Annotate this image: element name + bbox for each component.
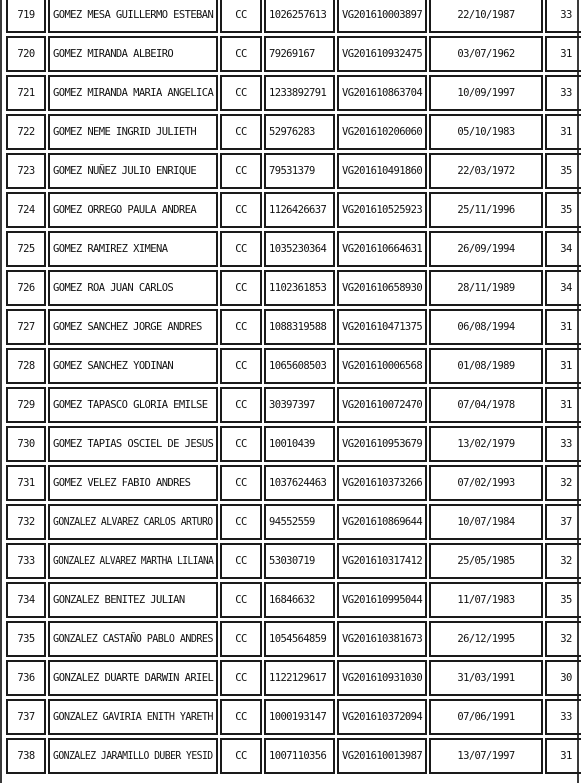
row-number-cell: 729 — [6, 387, 46, 423]
table-row — [6, 348, 581, 384]
age-cell: 35 — [545, 582, 581, 618]
document-type-cell: CC — [220, 114, 262, 150]
document-type-cell: CC — [220, 348, 262, 384]
document-type-cell: CC — [220, 621, 262, 657]
registration-code-cell: VG201610013987 — [337, 738, 427, 774]
age-cell: 33 — [545, 699, 581, 735]
full-name-cell: GOMEZ MIRANDA ALBEIRO — [48, 36, 218, 72]
full-name-cell: GOMEZ VELEZ FABIO ANDRES — [48, 465, 218, 501]
full-name-cell: GONZALEZ BENITEZ JULIAN — [48, 582, 218, 618]
birth-date-cell: 25/11/1996 — [429, 192, 543, 228]
birth-date-cell: 10/09/1997 — [429, 75, 543, 111]
document-id-cell: 52976283 — [264, 114, 335, 150]
birth-date-cell: 22/03/1972 — [429, 153, 543, 189]
row-number-cell: 734 — [6, 582, 46, 618]
age-cell: 32 — [545, 465, 581, 501]
registration-code-cell: VG201610003897 — [337, 0, 427, 33]
document-id-cell: 1065608503 — [264, 348, 335, 384]
row-number-cell: 722 — [6, 114, 46, 150]
document-id-cell: 1000193147 — [264, 699, 335, 735]
row-number-cell: 730 — [6, 426, 46, 462]
age-cell: 34 — [545, 270, 581, 306]
birth-date-cell: 01/08/1989 — [429, 348, 543, 384]
row-number-cell: 725 — [6, 231, 46, 267]
document-id-cell: 1037624463 — [264, 465, 335, 501]
table-row — [6, 0, 581, 33]
table-row — [6, 387, 581, 423]
age-cell: 33 — [545, 0, 581, 33]
row-number-cell: 732 — [6, 504, 46, 540]
document-type-cell: CC — [220, 309, 262, 345]
row-number-cell: 736 — [6, 660, 46, 696]
document-id-cell: 53030719 — [264, 543, 335, 579]
table-row — [6, 543, 581, 579]
document-id-cell: 79531379 — [264, 153, 335, 189]
table-row — [6, 465, 581, 501]
document-id-cell: 10010439 — [264, 426, 335, 462]
document-id-cell: 16846632 — [264, 582, 335, 618]
registration-code-cell: VG201610072470 — [337, 387, 427, 423]
document-id-cell: 1233892791 — [264, 75, 335, 111]
birth-date-cell: 07/02/1993 — [429, 465, 543, 501]
row-number-cell: 723 — [6, 153, 46, 189]
document-id-cell: 1054564859 — [264, 621, 335, 657]
age-cell: 30 — [545, 660, 581, 696]
registration-code-cell: VG201610471375 — [337, 309, 427, 345]
row-number-cell: 731 — [6, 465, 46, 501]
table-row — [6, 114, 581, 150]
row-number-cell: 738 — [6, 738, 46, 774]
document-id-cell: 1026257613 — [264, 0, 335, 33]
row-number-cell: 719 — [6, 0, 46, 33]
birth-date-cell: 07/04/1978 — [429, 387, 543, 423]
full-name-cell: GONZALEZ GAVIRIA ENITH YARETH — [48, 699, 218, 735]
full-name-cell: GONZALEZ ALVAREZ MARTHA LILIANA — [48, 543, 218, 579]
registration-code-cell: VG201610953679 — [337, 426, 427, 462]
age-cell: 37 — [545, 504, 581, 540]
registration-code-cell: VG201610381673 — [337, 621, 427, 657]
registration-code-cell: VG201610373266 — [337, 465, 427, 501]
age-cell: 31 — [545, 309, 581, 345]
row-number-cell: 737 — [6, 699, 46, 735]
document-id-cell: 1088319588 — [264, 309, 335, 345]
document-type-cell: CC — [220, 738, 262, 774]
full-name-cell: GOMEZ NUÑEZ JULIO ENRIQUE — [48, 153, 218, 189]
full-name-cell: GONZALEZ DUARTE DARWIN ARIEL — [48, 660, 218, 696]
document-type-cell: CC — [220, 543, 262, 579]
full-name-cell: GOMEZ TAPIAS OSCIEL DE JESUS — [48, 426, 218, 462]
document-type-cell: CC — [220, 0, 262, 33]
birth-date-cell: 26/12/1995 — [429, 621, 543, 657]
registration-code-cell: VG201610372094 — [337, 699, 427, 735]
document-type-cell: CC — [220, 75, 262, 111]
document-id-cell: 1035230364 — [264, 231, 335, 267]
registration-code-cell: VG201610869644 — [337, 504, 427, 540]
table-row — [6, 231, 581, 267]
age-cell: 31 — [545, 114, 581, 150]
birth-date-cell: 26/09/1994 — [429, 231, 543, 267]
row-number-cell: 727 — [6, 309, 46, 345]
row-number-cell: 726 — [6, 270, 46, 306]
row-number-cell: 720 — [6, 36, 46, 72]
birth-date-cell: 07/06/1991 — [429, 699, 543, 735]
table-row — [6, 153, 581, 189]
table-row — [6, 192, 581, 228]
registration-code-cell: VG201610658930 — [337, 270, 427, 306]
document-type-cell: CC — [220, 153, 262, 189]
table-row — [6, 621, 581, 657]
scan-edge-left — [0, 0, 2, 783]
registration-code-cell: VG201610995044 — [337, 582, 427, 618]
age-cell: 31 — [545, 348, 581, 384]
age-cell: 31 — [545, 36, 581, 72]
document-type-cell: CC — [220, 660, 262, 696]
birth-date-cell: 03/07/1962 — [429, 36, 543, 72]
row-number-cell: 724 — [6, 192, 46, 228]
full-name-cell: GOMEZ TAPASCO GLORIA EMILSE — [48, 387, 218, 423]
birth-date-cell: 11/07/1983 — [429, 582, 543, 618]
document-type-cell: CC — [220, 426, 262, 462]
registration-code-cell: VG201610491860 — [337, 153, 427, 189]
full-name-cell: GONZALEZ CASTAÑO PABLO ANDRES — [48, 621, 218, 657]
age-cell: 35 — [545, 192, 581, 228]
registration-code-cell: VG201610931030 — [337, 660, 427, 696]
full-name-cell: GOMEZ NEME INGRID JULIETH — [48, 114, 218, 150]
age-cell: 34 — [545, 231, 581, 267]
document-type-cell: CC — [220, 465, 262, 501]
birth-date-cell: 06/08/1994 — [429, 309, 543, 345]
document-type-cell: CC — [220, 387, 262, 423]
birth-date-cell: 13/07/1997 — [429, 738, 543, 774]
full-name-cell: GOMEZ RAMIREZ XIMENA — [48, 231, 218, 267]
document-id-cell: 1126426637 — [264, 192, 335, 228]
document-id-cell: 1102361853 — [264, 270, 335, 306]
document-type-cell: CC — [220, 504, 262, 540]
age-cell: 31 — [545, 738, 581, 774]
document-id-cell: 1007110356 — [264, 738, 335, 774]
table-body — [6, 0, 581, 774]
full-name-cell: GOMEZ ROA JUAN CARLOS — [48, 270, 218, 306]
full-name-cell: GOMEZ MIRANDA MARIA ANGELICA — [48, 75, 218, 111]
candidates-table — [4, 0, 581, 777]
row-number-cell: 733 — [6, 543, 46, 579]
document-id-cell: 1122129617 — [264, 660, 335, 696]
age-cell: 33 — [545, 75, 581, 111]
age-cell: 35 — [545, 153, 581, 189]
document-type-cell: CC — [220, 270, 262, 306]
full-name-cell: GOMEZ ORREGO PAULA ANDREA — [48, 192, 218, 228]
row-number-cell: 721 — [6, 75, 46, 111]
full-name-cell: GOMEZ MESA GUILLERMO ESTEBAN — [48, 0, 218, 33]
birth-date-cell: 05/10/1983 — [429, 114, 543, 150]
document-type-cell: CC — [220, 699, 262, 735]
birth-date-cell: 13/02/1979 — [429, 426, 543, 462]
registration-code-cell: VG201610863704 — [337, 75, 427, 111]
document-id-cell: 94552559 — [264, 504, 335, 540]
table-row — [6, 309, 581, 345]
table-row — [6, 582, 581, 618]
row-number-cell: 735 — [6, 621, 46, 657]
age-cell: 32 — [545, 621, 581, 657]
table-row — [6, 738, 581, 774]
table-row — [6, 75, 581, 111]
full-name-cell: GOMEZ SANCHEZ YODINAN — [48, 348, 218, 384]
birth-date-cell: 31/03/1991 — [429, 660, 543, 696]
table-row — [6, 504, 581, 540]
document-type-cell: CC — [220, 192, 262, 228]
document-type-cell: CC — [220, 36, 262, 72]
birth-date-cell: 28/11/1989 — [429, 270, 543, 306]
age-cell: 31 — [545, 387, 581, 423]
registration-code-cell: VG201610664631 — [337, 231, 427, 267]
registration-code-cell: VG201610932475 — [337, 36, 427, 72]
birth-date-cell: 22/10/1987 — [429, 0, 543, 33]
registration-code-cell: VG201610006568 — [337, 348, 427, 384]
registration-code-cell: VG201610317412 — [337, 543, 427, 579]
document-id-cell: 30397397 — [264, 387, 335, 423]
birth-date-cell: 10/07/1984 — [429, 504, 543, 540]
table-row — [6, 36, 581, 72]
full-name-cell: GONZALEZ ALVAREZ CARLOS ARTURO — [48, 504, 218, 540]
table-row — [6, 270, 581, 306]
full-name-cell: GOMEZ SANCHEZ JORGE ANDRES — [48, 309, 218, 345]
table-row — [6, 699, 581, 735]
registration-code-cell: VG201610525923 — [337, 192, 427, 228]
document-type-cell: CC — [220, 231, 262, 267]
document-type-cell: CC — [220, 582, 262, 618]
table-row — [6, 660, 581, 696]
document-id-cell: 79269167 — [264, 36, 335, 72]
full-name-cell: GONZALEZ JARAMILLO DUBER YESID — [48, 738, 218, 774]
row-number-cell: 728 — [6, 348, 46, 384]
registration-code-cell: VG201610206060 — [337, 114, 427, 150]
table-row — [6, 426, 581, 462]
birth-date-cell: 25/05/1985 — [429, 543, 543, 579]
age-cell: 33 — [545, 426, 581, 462]
age-cell: 32 — [545, 543, 581, 579]
document-page — [4, 0, 577, 778]
